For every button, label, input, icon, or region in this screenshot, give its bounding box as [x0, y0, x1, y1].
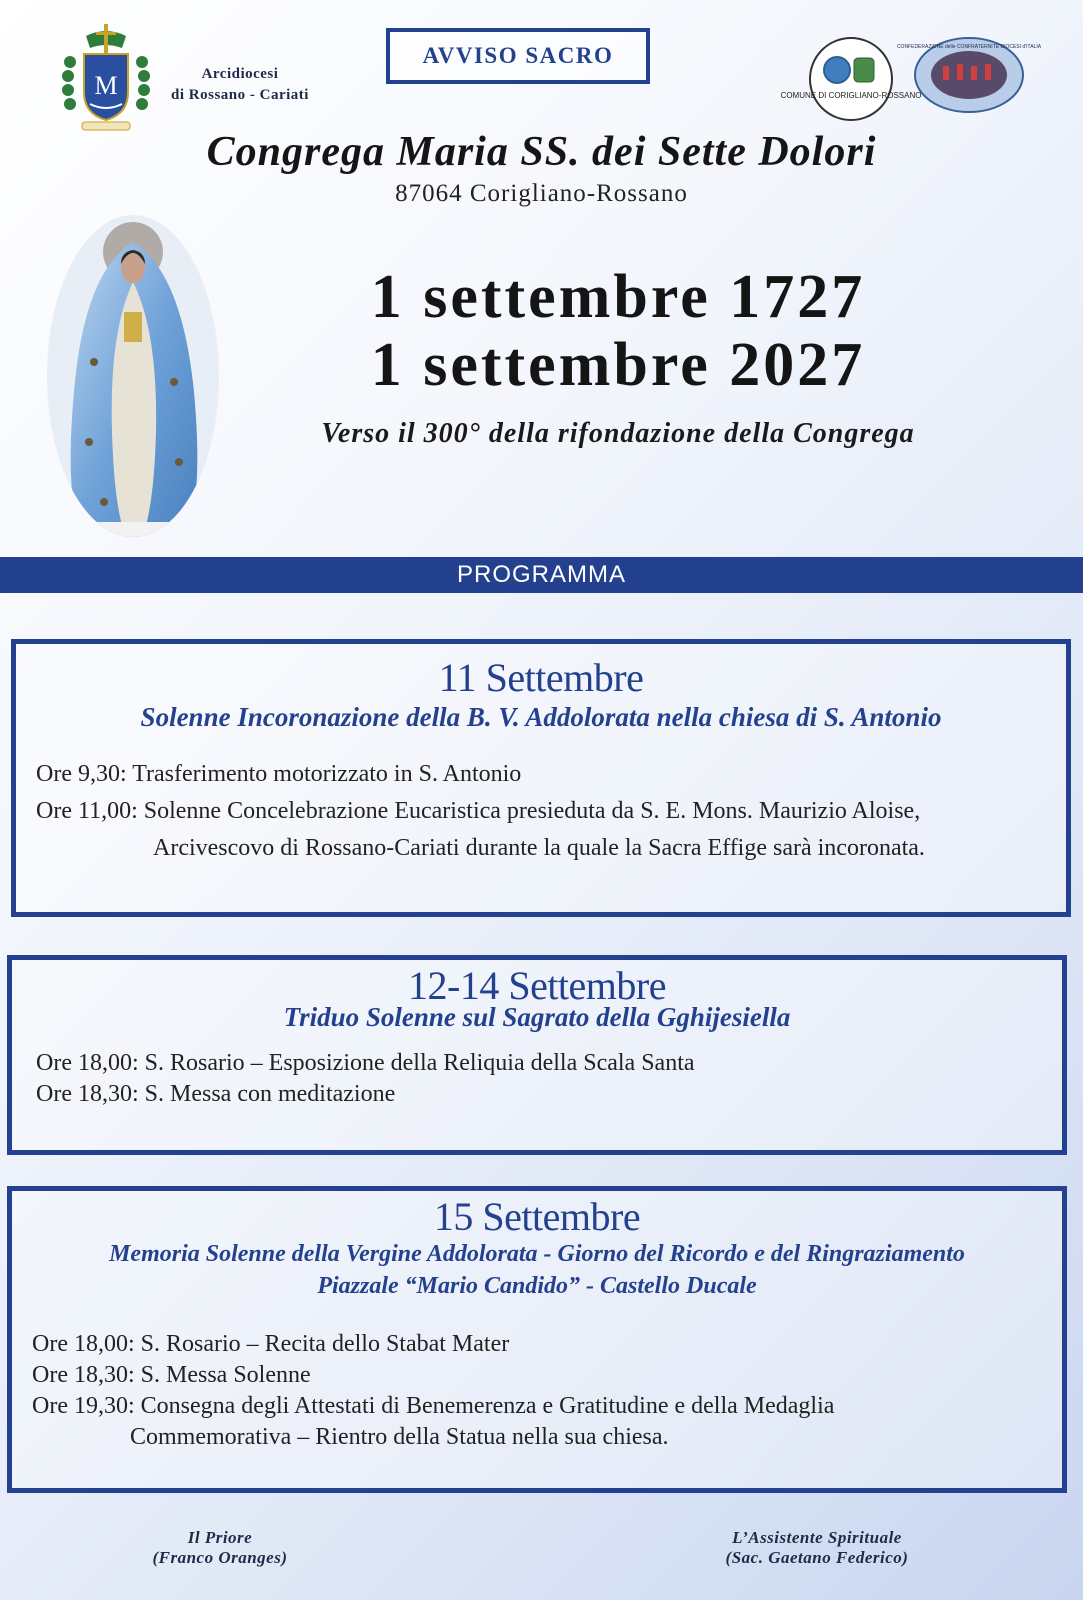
event-item: Ore 18,00: S. Rosario – Esposizione della Reliquia della Scala Santa	[36, 1050, 695, 1076]
event-date: 15 Settembre	[433, 1194, 641, 1239]
date-start: 1 settembre 1727	[370, 263, 866, 331]
archdiocese-crest-icon	[60, 22, 152, 134]
archdiocese-line-2: di Rossano - Cariati	[171, 87, 309, 103]
city-postal: 87064 Corigliano-Rossano	[395, 180, 688, 207]
archdiocese-line-1: Arcidiocesi	[201, 66, 279, 82]
madonna-statue-image	[44, 212, 222, 540]
event-title: Memoria Solenne della Vergine Addolorata - Giorno del Ricordo e del Ringraziamento	[109, 1241, 965, 1267]
signature-assistant	[672, 1528, 962, 1568]
signature-assistant-role: L’Assistente Spirituale	[732, 1528, 902, 1547]
seal-confed-text: CONFEDERAZIONE delle CONFRATERNITE DIOCESI d'ITALIA	[896, 44, 1042, 50]
event-box-3	[7, 1186, 1067, 1493]
seal-comune-text: COMUNE DI CORIGLIANO-ROSSANO	[780, 91, 922, 100]
event-item: Ore 18,00: S. Rosario – Recita dello Stabat Mater	[32, 1331, 510, 1357]
event-item: Ore 9,30: Trasferimento motorizzato in S. Antonio	[36, 761, 522, 787]
event-date: 12-14 Settembre	[408, 963, 666, 1008]
signature-prior-name: (Franco Oranges)	[152, 1548, 288, 1567]
event-item: Ore 11,00: Solenne Concelebrazione Eucaristica presieduta da S. E. Mons. Maurizio Aloise,	[36, 798, 921, 824]
program-label: PROGRAMMA	[456, 561, 626, 588]
event-item: Arcivescovo di Rossano-Cariati durante la quale la Sacra Effige sarà incoronata.	[153, 835, 925, 861]
confraternities-seal-icon	[896, 36, 1042, 114]
event-box-2	[7, 955, 1067, 1155]
event-date: 11 Settembre	[438, 655, 644, 700]
event-title: Solenne Incoronazione della B. V. Addolorata nella chiesa di S. Antonio	[140, 702, 942, 732]
comune-seal-icon	[780, 36, 922, 122]
notice-label: AVVISO SACRO	[386, 28, 650, 84]
signature-prior	[100, 1528, 340, 1568]
archdiocese-name	[155, 64, 325, 106]
event-item: Ore 19,30: Consegna degli Attestati di Benemerenza e Gratitudine e della Medaglia	[32, 1393, 835, 1419]
signature-assistant-name: (Sac. Gaetano Federico)	[725, 1548, 909, 1567]
event-title: Triduo Solenne sul Sagrato della Gghijesiella	[283, 1002, 791, 1032]
event-item: Ore 18,30: S. Messa Solenne	[32, 1362, 311, 1388]
event-item: Ore 18,30: S. Messa con meditazione	[36, 1081, 396, 1107]
event-box-1	[11, 639, 1071, 917]
date-end: 1 settembre 2027	[370, 331, 866, 399]
event-item: Commemorativa – Rientro della Statua nella sua chiesa.	[130, 1424, 669, 1450]
program-banner	[0, 557, 1083, 593]
svg-text:M: M	[94, 71, 118, 100]
event-location: Piazzale “Mario Candido” - Castello Ducale	[317, 1273, 757, 1299]
anniversary-subtitle: Verso il 300° della rifondazione della Congrega	[321, 418, 915, 449]
congrega-name: Congrega Maria SS. dei Sette Dolori	[206, 129, 877, 175]
signature-prior-role: Il Priore	[187, 1528, 253, 1547]
